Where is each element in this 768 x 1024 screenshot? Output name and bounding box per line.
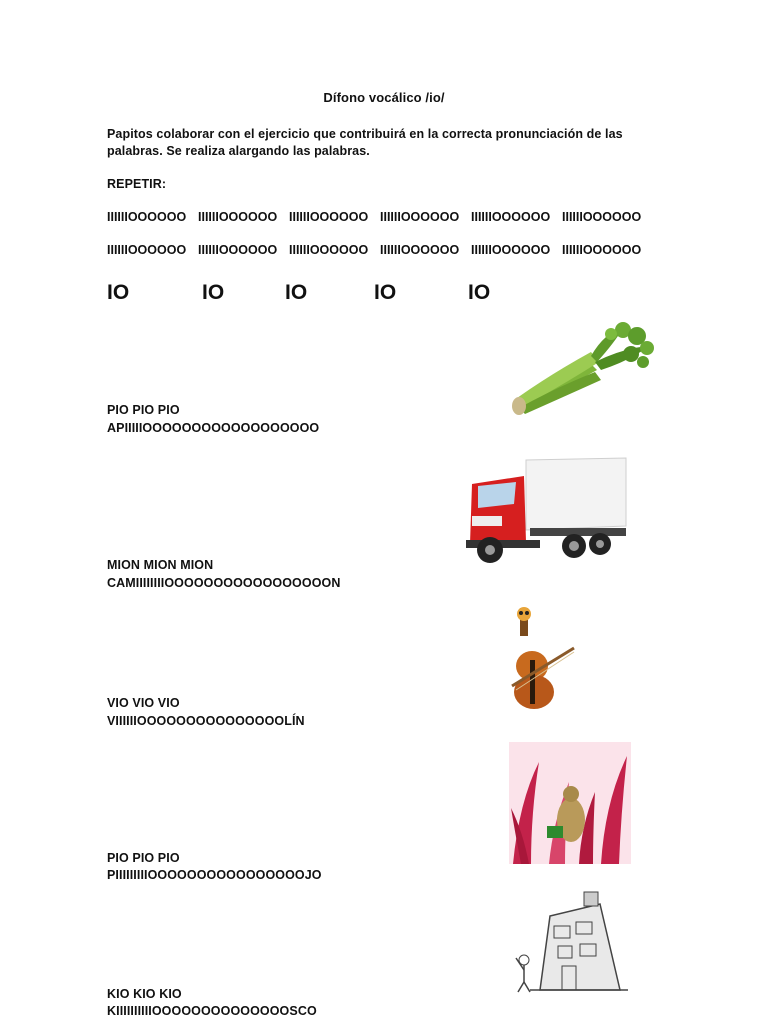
repeat-item: IIIIIIOOOOOO: [471, 210, 551, 224]
page-title: Dífono vocálico /io/: [323, 90, 445, 105]
repeat-item: IIIIIIOOOOOO: [380, 243, 460, 257]
repeat-item: IIIIIIOOOOOO: [562, 210, 642, 224]
item-word: CAMIIIIIIIIOOOOOOOOOOOOOOOOON: [107, 576, 341, 590]
item-word: PIIIIIIIIIOOOOOOOOOOOOOOOOJO: [107, 868, 322, 882]
io-item: IO: [202, 281, 225, 304]
violin-icon: [502, 604, 578, 712]
repeat-item: IIIIIIOOOOOO: [471, 243, 551, 257]
io-item: IO: [374, 281, 397, 304]
item-syllables: MION MION MION: [107, 558, 214, 572]
item-word: APIIIIIOOOOOOOOOOOOOOOOOO: [107, 421, 320, 435]
repeat-item: IIIIIIOOOOOO: [380, 210, 460, 224]
kiosk-icon: [510, 886, 632, 998]
item-syllables: PIO PIO PIO: [107, 403, 180, 417]
celery-icon: [505, 312, 655, 418]
item-word: VIIIIIIOOOOOOOOOOOOOOOLÍN: [107, 714, 305, 728]
truck-icon: [464, 456, 630, 570]
repeat-item: IIIIIIOOOOOO: [289, 210, 369, 224]
repeat-item: IIIIIIOOOOOO: [107, 210, 187, 224]
io-item: IO: [285, 281, 308, 304]
io-item: IO: [468, 281, 491, 304]
repeat-item: IIIIIIOOOOOO: [107, 243, 187, 257]
intro-paragraph: Papitos colaborar con el ejercicio que contribuirá en la correcta pronunciación de las palabras. Se realiza alargando las palabras.: [107, 127, 623, 158]
item-syllables: VIO VIO VIO: [107, 696, 180, 710]
item-syllables: KIO KIO KIO: [107, 987, 182, 1001]
louse-icon: [509, 742, 631, 864]
repeat-label: REPETIR:: [107, 177, 167, 191]
repeat-row: [107, 243, 653, 257]
repeat-item: IIIIIIOOOOOO: [198, 243, 278, 257]
io-item: IO: [107, 281, 130, 304]
item-syllables: PIO PIO PIO: [107, 851, 180, 865]
repeat-row: [107, 210, 653, 224]
item-word: KIIIIIIIIIIOOOOOOOOOOOOOOSCO: [107, 1004, 317, 1018]
repeat-item: IIIIIIOOOOOO: [289, 243, 369, 257]
repeat-item: IIIIIIOOOOOO: [562, 243, 642, 257]
repeat-item: IIIIIIOOOOOO: [198, 210, 278, 224]
